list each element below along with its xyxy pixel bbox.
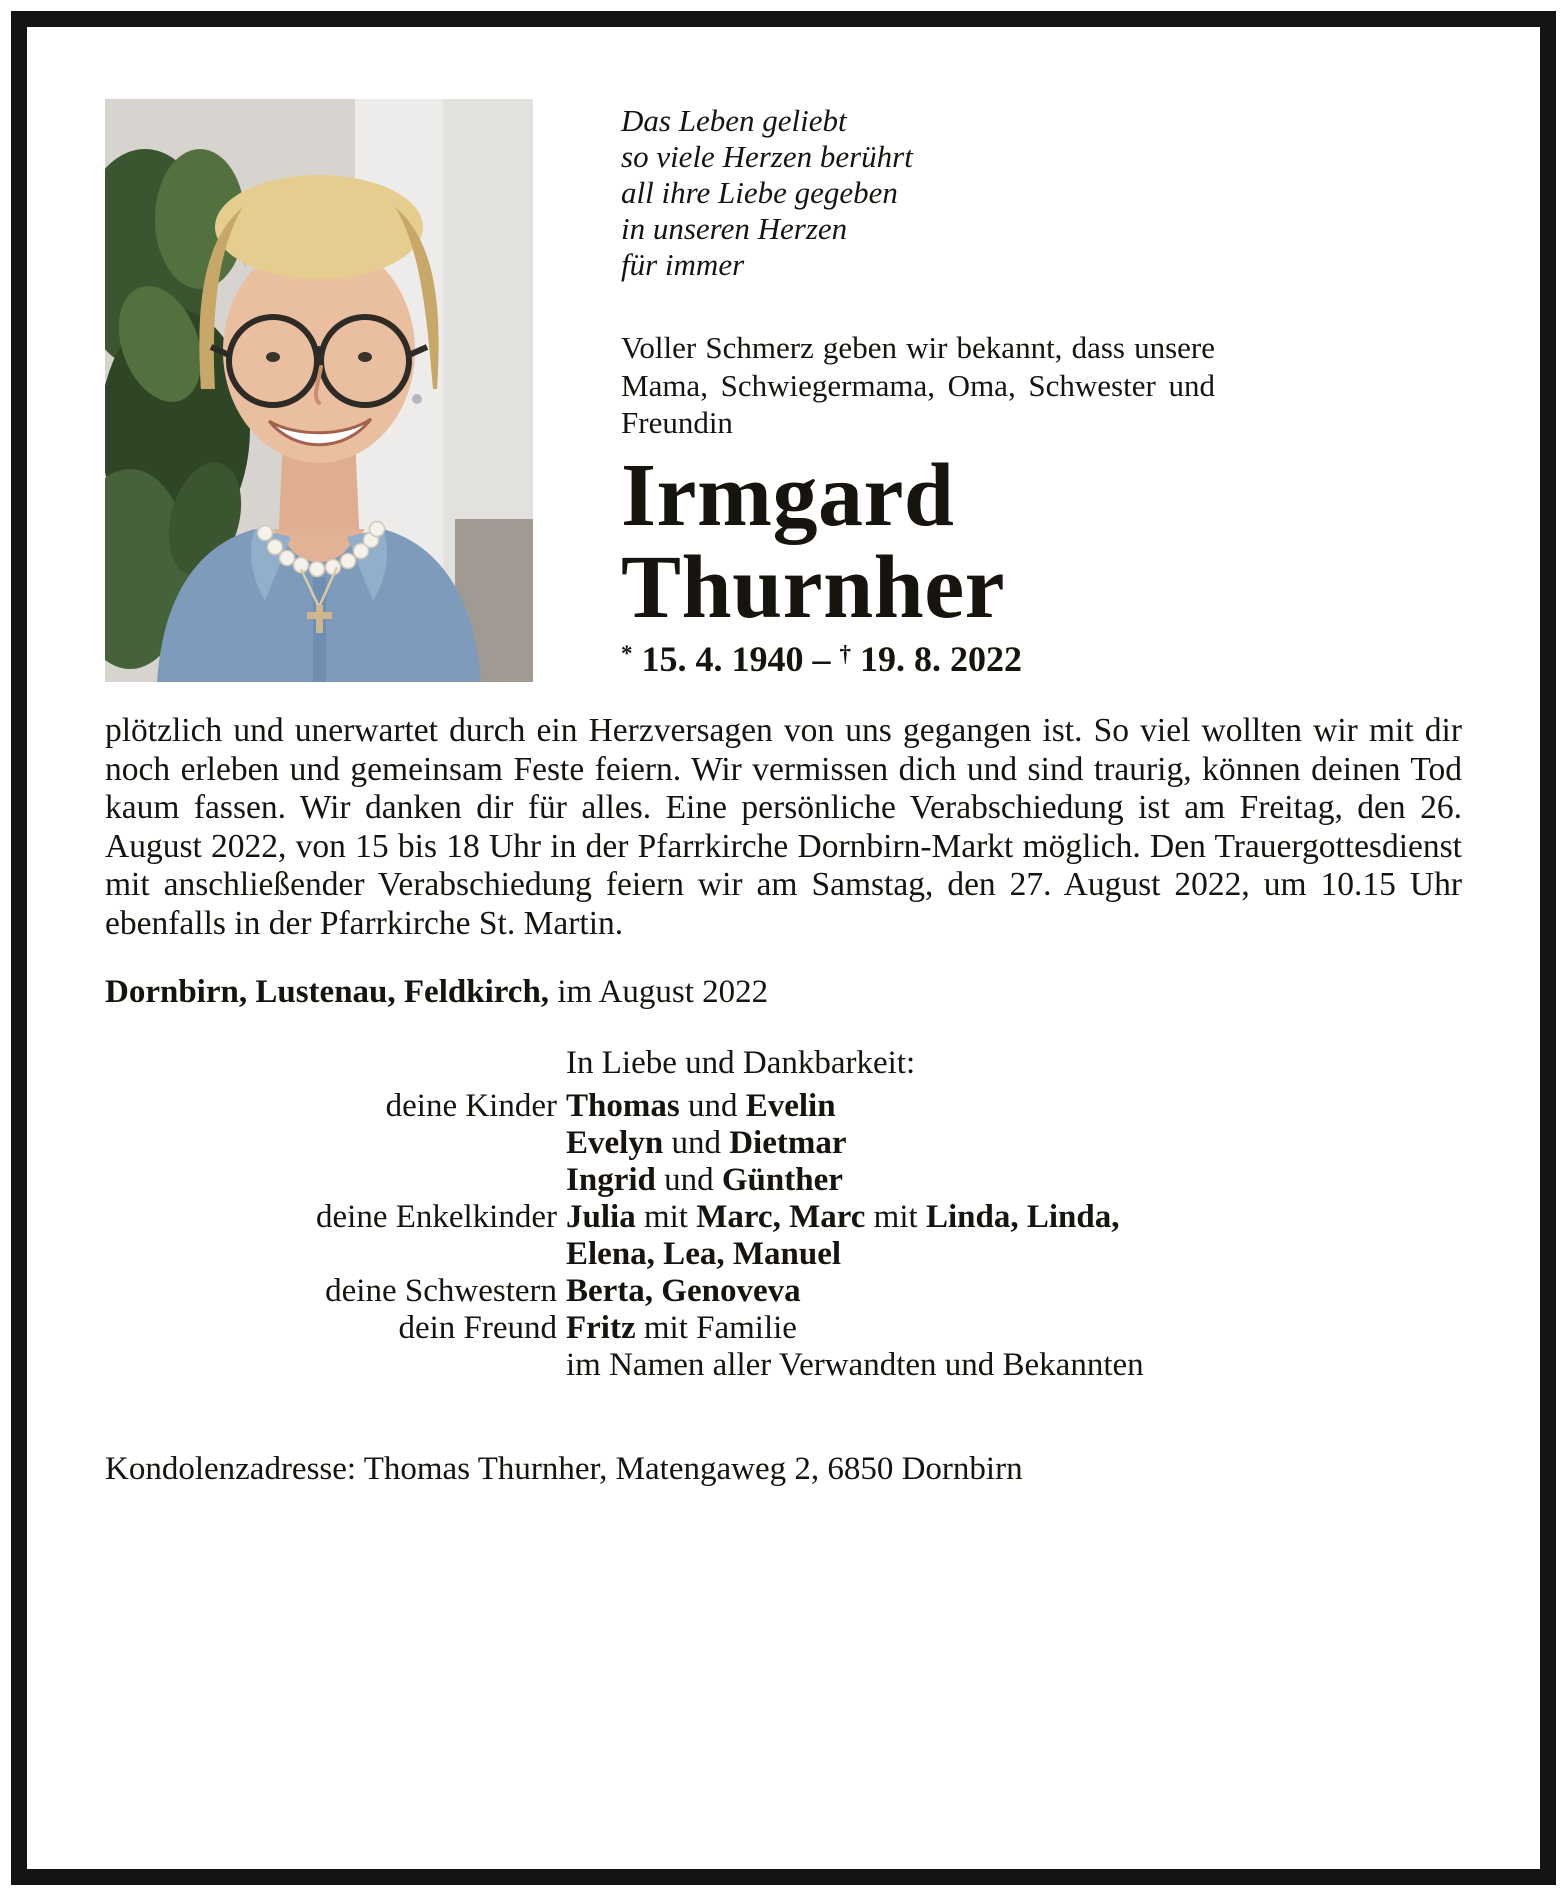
birth-symbol: * — [621, 640, 633, 666]
family-connector-text: mit — [865, 1199, 926, 1235]
family-relation-label: deine Schwestern — [325, 1273, 557, 1309]
places-month: im August 2022 — [549, 974, 769, 1010]
deceased-last-name: Thurnher — [621, 537, 1006, 637]
family-names — [566, 1273, 1462, 1310]
family-names — [566, 1088, 1462, 1125]
family-names — [566, 1199, 1462, 1236]
poem-line: für immer — [621, 247, 745, 282]
poem-line: all ihre Liebe gegeben — [621, 175, 898, 210]
announcement-text: Voller Schmerz geben wir bekannt, dass unsere Mama, Schwiegermama, Oma, Schwester und Freundin — [621, 330, 1215, 440]
death-date: 19. 8. 2022 — [860, 638, 1022, 679]
family-relation-label — [105, 1347, 557, 1384]
obituary-frame — [11, 11, 1556, 1885]
death-symbol: † — [839, 640, 851, 666]
poem-line: in unseren Herzen — [621, 211, 848, 246]
family-member-name: Evelyn — [566, 1125, 664, 1161]
family-names — [566, 1125, 1462, 1162]
birth-date: 15. 4. 1940 — [641, 638, 804, 679]
family-relation-label: deine Kinder — [385, 1088, 557, 1124]
family-row — [105, 1125, 1462, 1162]
obituary-body: plötzlich und unerwartet durch ein Herzversagen von uns gegangen ist. So viel wollten wir mit dir noch erleben und gemeinsam Feste feiern. Wir vermissen dich und sind traurig, können deinen Tod kaum fassen. Wir danken dir für alles. Eine persönliche Verabschiedung ist am Freitag, den 26. August 2022, von 15 bis 18 Uhr in der Pfarrkirche Dornbirn-Markt möglich. Den Trauergottesdienst mit anschließender Verabschiedung feiern wir am Samstag, den 27. August 2022, um 10.15 Uhr ebenfalls in der Pfarrkirche St. Martin. — [105, 712, 1462, 942]
portrait-photo-illustration — [105, 99, 533, 682]
family-relation-label: dein Freund — [398, 1310, 557, 1346]
family-member-name: Marc, Marc — [696, 1199, 866, 1235]
places-list: Dornbirn, Lustenau, Feldkirch, — [105, 974, 550, 1010]
family-relation-label — [105, 1125, 557, 1162]
places-date-line — [105, 973, 1462, 1011]
family-member-name: Günther — [721, 1162, 843, 1198]
deceased-name — [621, 445, 1215, 637]
family-names — [566, 1162, 1462, 1199]
family-connector-text: mit — [635, 1199, 697, 1235]
family-relation-label: deine Enkelkinder — [316, 1199, 557, 1235]
family-member-name: Thomas — [566, 1088, 680, 1124]
family-member-name: Linda, Linda, — [925, 1199, 1120, 1235]
family-connector-text: und — [663, 1125, 730, 1161]
family-list — [105, 1088, 1462, 1384]
family-row — [105, 1088, 1462, 1125]
family-connector-text: im Namen aller Verwandten und Bekannten — [566, 1347, 1144, 1383]
poem-line: so viele Herzen berührt — [621, 139, 913, 174]
memorial-poem — [621, 103, 1215, 283]
right-column — [621, 99, 1215, 680]
family-member-name: Dietmar — [729, 1125, 847, 1161]
condolence-address: Kondolenzadresse: Thomas Thurnher, Matengaweg 2, 6850 Dornbirn — [105, 1451, 1023, 1487]
family-names — [566, 1310, 1462, 1347]
family-member-name: Berta, Genoveva — [566, 1273, 801, 1309]
poem-line: Das Leben geliebt — [621, 103, 847, 138]
portrait-photo — [105, 99, 533, 682]
family-member-name: Fritz — [566, 1310, 636, 1346]
family-member-name: Julia — [566, 1199, 636, 1235]
family-connector-text: und — [679, 1088, 746, 1124]
family-row — [105, 1162, 1462, 1199]
family-relation-label — [105, 1236, 557, 1273]
life-dates — [621, 638, 1215, 680]
family-row — [105, 1236, 1462, 1273]
family-row — [105, 1347, 1462, 1384]
family-row — [105, 1310, 1462, 1347]
family-connector-text: mit Familie — [635, 1310, 797, 1346]
family-member-name: Evelin — [745, 1088, 836, 1124]
family-names — [566, 1236, 1462, 1273]
family-connector-text: und — [655, 1162, 722, 1198]
family-member-name: Elena, Lea, Manuel — [566, 1236, 842, 1272]
family-relation-label — [105, 1162, 557, 1199]
family-row — [105, 1273, 1462, 1310]
gratitude-line: In Liebe und Dankbarkeit: — [566, 1045, 916, 1081]
top-section — [105, 99, 1462, 682]
family-member-name: Ingrid — [566, 1162, 656, 1198]
dates-separator: – — [812, 638, 831, 679]
family-names — [566, 1347, 1462, 1384]
family-row — [105, 1199, 1462, 1236]
deceased-first-name: Irmgard — [621, 445, 955, 545]
